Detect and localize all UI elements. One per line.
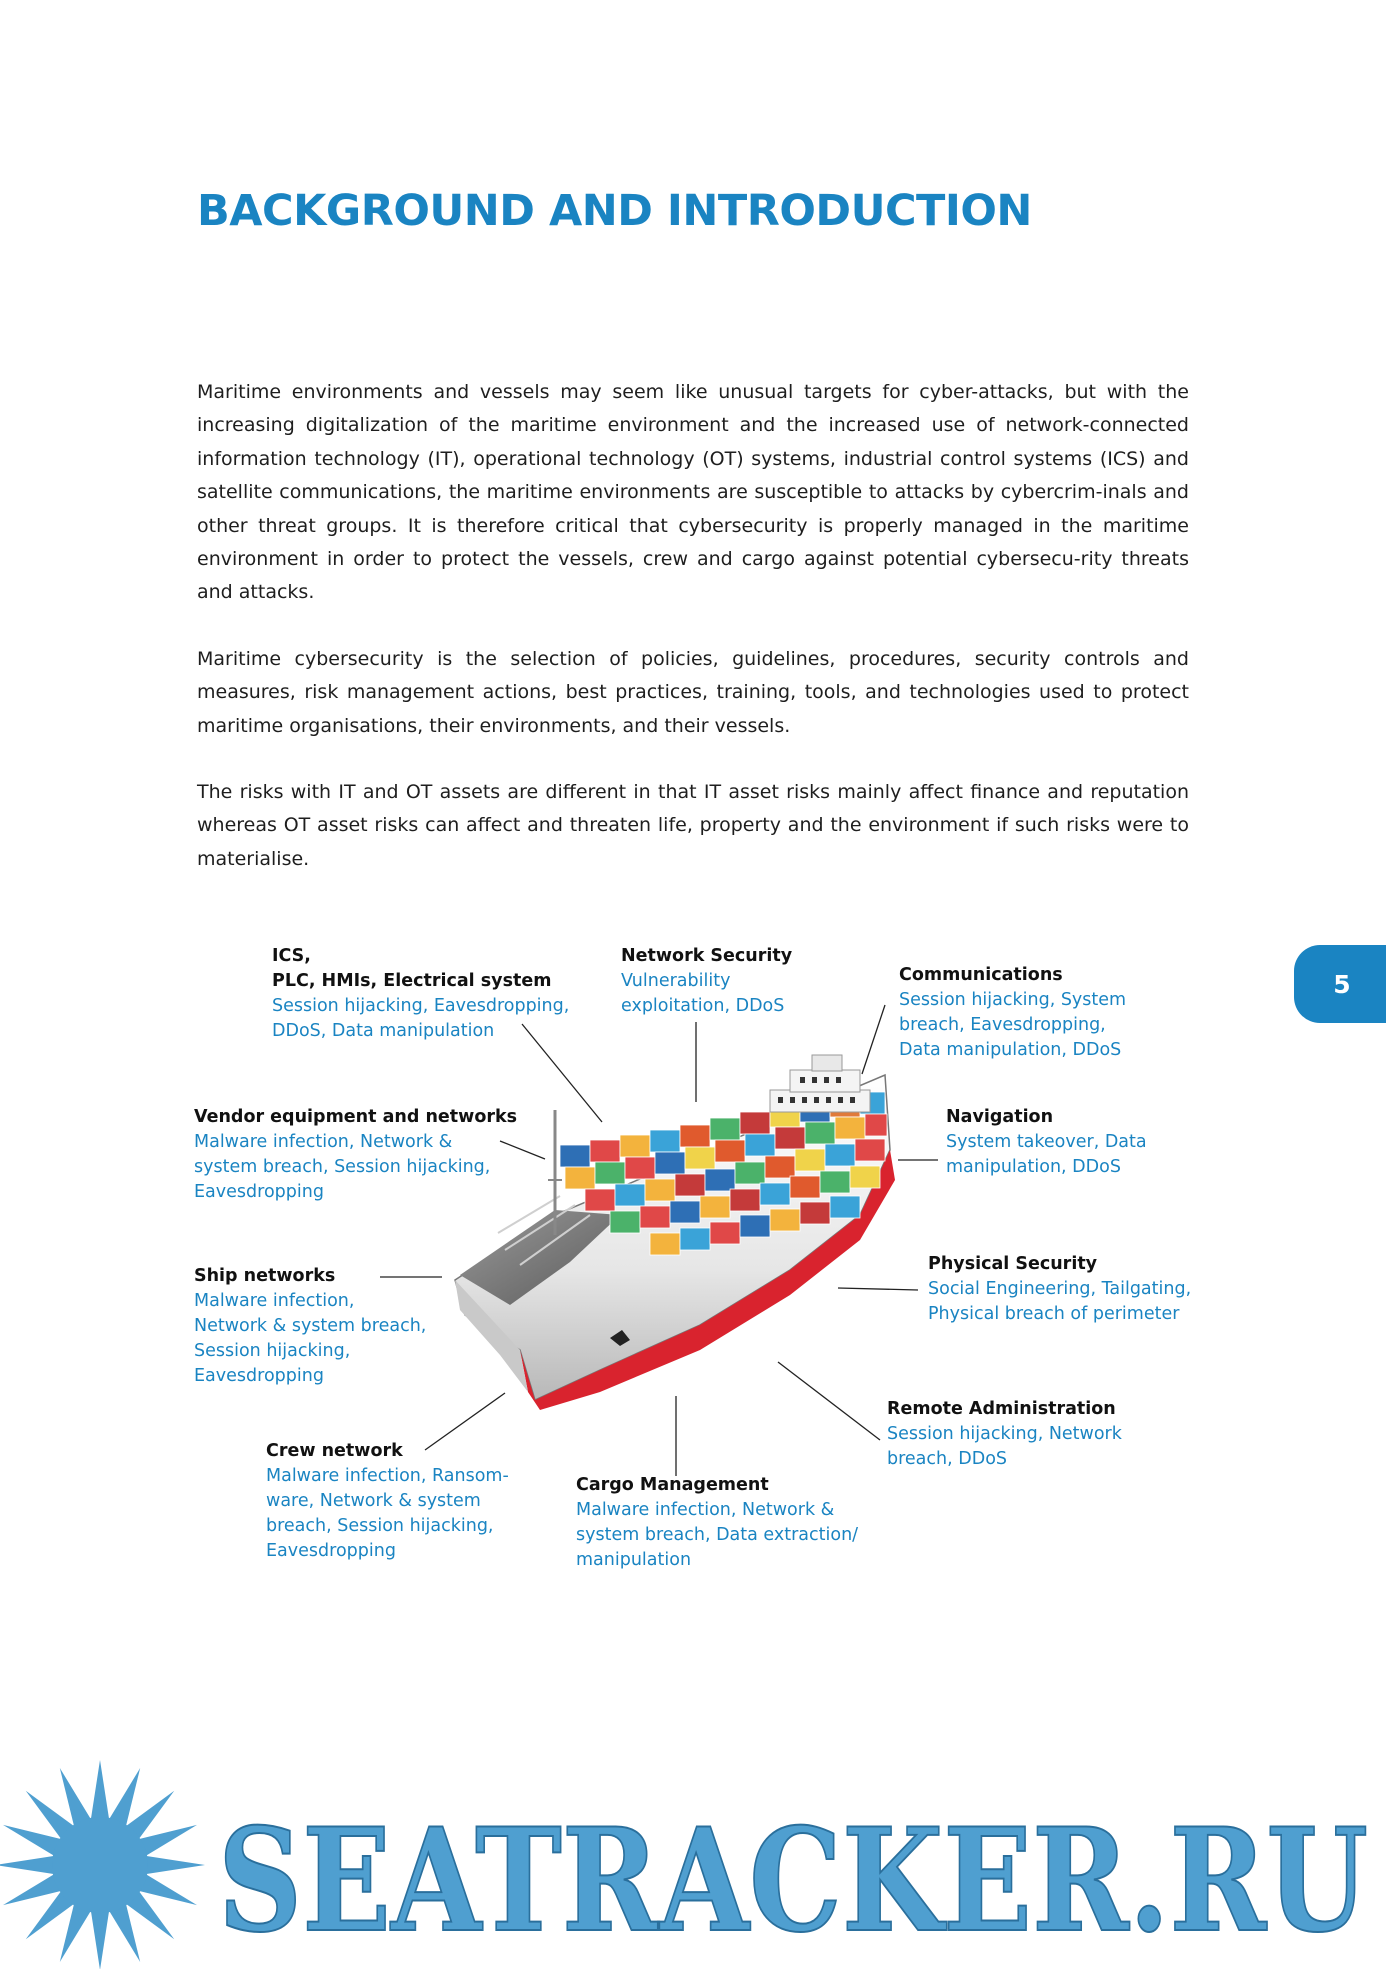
intro-paragraph-2: Maritime cybersecurity is the selection of policies, guidelines, procedures, security controls and measures, risk management actions, best practices, training, tools, and technologies used to protect maritime organisations, their environments, and their vessels. <box>197 648 1189 737</box>
page-number: 5 <box>1333 969 1351 999</box>
label-ics: ICS, PLC, HMIs, Electrical system Session hijacking, Eavesdropping, DDoS, Data manipulation <box>272 946 570 1041</box>
label-crew-network: Crew network Malware infection, Ransom- ware, Network & system breach, Session hijacking, Eavesdropping <box>266 1441 509 1561</box>
bridge-superstructure <box>770 1055 870 1112</box>
sun-icon <box>0 1760 205 1969</box>
intro-paragraph-3: The risks with IT and OT assets are different in that IT asset risks mainly affect finance and reputation whereas OT asset risks can affect and threaten life, property and the environment if such risks were to materialise. <box>197 781 1189 870</box>
label-physical-security: Physical Security Social Engineering, Tailgating, Physical breach of perimeter <box>928 1254 1192 1324</box>
watermark-text: SEATRACKER.RU <box>218 1798 1368 1964</box>
page-title: BACKGROUND AND INTRODUCTION <box>197 186 1032 236</box>
watermark-logo <box>0 1760 1386 1969</box>
label-communications: Communications Session hijacking, System breach, Eavesdropping, Data manipulation, DDoS <box>899 965 1127 1060</box>
intro-paragraph-1: Maritime environments and vessels may seem like unusual targets for cyber-attacks, but with the increasing digitalization of the maritime environment and the increased use of network-connected information technology (IT), operational technology (OT) systems, industrial control systems (ICS) and satellite communications, the maritime environments are susceptible to attacks by cybercrim-inals and other threat groups. It is therefore critical that cybersecurity is properly managed in the maritime environment in order to protect the vessels, crew and cargo against potential cybersecu-rity threats and attacks. <box>197 381 1189 604</box>
label-vendor-equipment: Vendor equipment and networks Malware infection, Network & system breach, Session hijacking, Eavesdropping <box>194 1107 518 1202</box>
label-remote-administration: Remote Administration Session hijacking, Network breach, DDoS <box>887 1399 1122 1469</box>
label-network-security: Network Security Vulnerability exploitation, DDoS <box>621 946 793 1016</box>
label-ship-networks: Ship networks Malware infection, Network & system breach, Session hijacking, Eavesdropping <box>194 1266 427 1386</box>
label-navigation: Navigation System takeover, Data manipulation, DDoS <box>946 1107 1147 1177</box>
label-cargo-management: Cargo Management Malware infection, Network & system breach, Data extraction/ manipulation <box>576 1475 859 1570</box>
